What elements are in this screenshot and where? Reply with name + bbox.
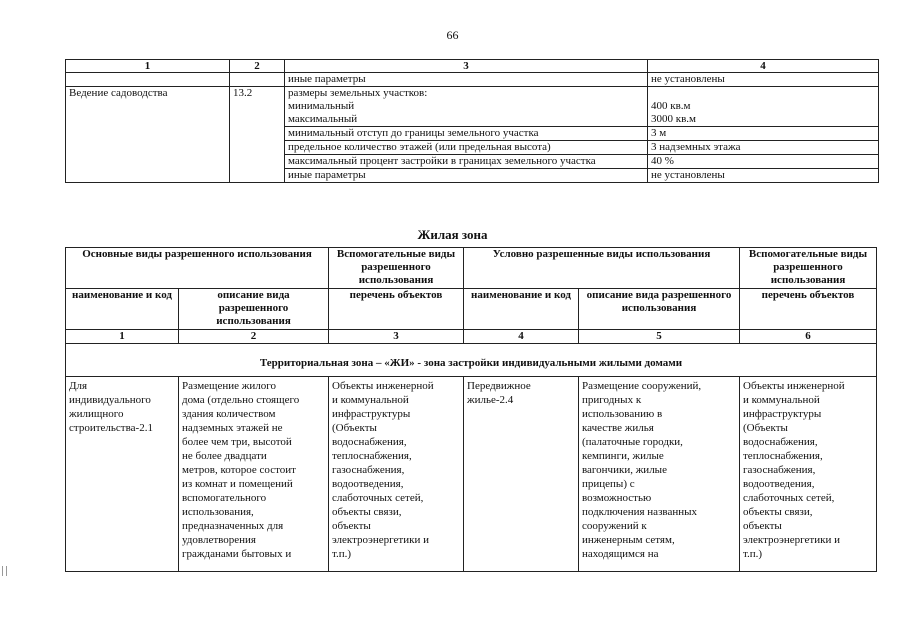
use-code-cell bbox=[230, 87, 285, 183]
table-row bbox=[66, 377, 877, 572]
parameter-label: иные параметры bbox=[285, 73, 648, 87]
coverage-value: 40 % bbox=[648, 155, 879, 169]
conditional-objects-list-cell: Объекты инженерной и коммунальной инфраструктуры (Объекты водоснабжения, теплоснабжения, газоснабжения, водоотведения, слаботочных сетей, объекты связи, объекты электроэнергетики и т.п.) bbox=[740, 377, 877, 572]
use-name-code-cell: Для индивидуального жилищного строительства-2.1 bbox=[66, 377, 179, 572]
territorial-zone-row bbox=[66, 344, 877, 377]
other-params-value: не установлены bbox=[648, 169, 879, 183]
max-size-label: максимальный bbox=[288, 113, 358, 125]
aux-uses-header-1: Вспомогательные виды разрешенного использования bbox=[329, 248, 464, 289]
column-number: 2 bbox=[230, 60, 285, 73]
objects-list-header-2: перечень объектов bbox=[740, 289, 877, 330]
page-number: 66 bbox=[446, 28, 459, 42]
other-params-label: иные параметры bbox=[285, 169, 648, 183]
conditional-uses-header: Условно разрешенные виды использования bbox=[464, 248, 740, 289]
sub-header-row bbox=[66, 289, 877, 330]
zone-title: Жилая зона bbox=[417, 227, 488, 242]
setback-label: минимальный отступ до границы земельного участка bbox=[285, 127, 648, 141]
column-number: 4 bbox=[648, 60, 879, 73]
column-number: 5 bbox=[579, 330, 740, 344]
min-size-label: минимальный bbox=[288, 100, 355, 112]
floors-label: предельное количество этажей (или предельная высота) bbox=[285, 141, 648, 155]
objects-list-cell: Объекты инженерной и коммунальной инфраструктуры (Объекты водоснабжения, теплоснабжения, газоснабжения, водоотведения, слаботочных сетей, объекты связи, объекты электроэнергетики и т.п.) bbox=[329, 377, 464, 572]
coverage-label: максимальный процент застройки в границах земельного участка bbox=[285, 155, 648, 169]
objects-list-header-1: перечень объектов bbox=[329, 289, 464, 330]
table-row bbox=[66, 87, 879, 127]
plot-sizes-cell bbox=[285, 87, 648, 127]
name-code-header-2: наименование и код bbox=[464, 289, 579, 330]
column-number-row bbox=[66, 330, 877, 344]
plot-sizes-label: размеры земельных участков: bbox=[288, 87, 428, 99]
column-number: 3 bbox=[285, 60, 648, 73]
margin-mark bbox=[2, 566, 7, 576]
residential-zone-table bbox=[65, 247, 877, 572]
column-number: 3 bbox=[329, 330, 464, 344]
column-number: 4 bbox=[464, 330, 579, 344]
column-number: 1 bbox=[66, 330, 179, 344]
use-description-cell: Размещение жилого дома (отдельно стоящего здания количеством надземных этажей не более чем три, высотой не более двадцати метров, которое состоит из комнат и помещений вспомогательного использования, предназначенных для удовлетворения гражданами бытовых и bbox=[179, 377, 329, 572]
description-header-1: описание вида разрешенного использования bbox=[179, 289, 329, 330]
aux-uses-header-2: Вспомогательные виды разрешенного использования bbox=[740, 248, 877, 289]
setback-value: 3 м bbox=[648, 127, 879, 141]
territorial-zone-title: Территориальная зона – «ЖИ» - зона застройки индивидуальными жилыми домами bbox=[66, 344, 877, 377]
gardening-parameters-table bbox=[65, 59, 879, 183]
main-uses-header: Основные виды разрешенного использования bbox=[66, 248, 329, 289]
floors-value: 3 надземных этажа bbox=[648, 141, 879, 155]
max-size-value: 3000 кв.м bbox=[651, 113, 696, 125]
empty-cell bbox=[230, 73, 285, 87]
use-code: 13.2 bbox=[233, 87, 253, 99]
conditional-use-description-cell: Размещение сооружений, пригодных к использованию в качестве жилья (палаточные городки, кемпинги, жилые вагончики, жилые прицепы) с возможностью подключения названных сооружений к инженерным сетям, находящимся на bbox=[579, 377, 740, 572]
plot-sizes-values-cell bbox=[648, 87, 879, 127]
min-size-value: 400 кв.м bbox=[651, 100, 691, 112]
table-row bbox=[66, 73, 879, 87]
conditional-use-name-code-cell: Передвижное жилье-2.4 bbox=[464, 377, 579, 572]
use-name: Ведение садоводства bbox=[69, 87, 168, 99]
name-code-header-1: наименование и код bbox=[66, 289, 179, 330]
column-number: 2 bbox=[179, 330, 329, 344]
group-header-row bbox=[66, 248, 877, 289]
use-name-cell bbox=[66, 87, 230, 183]
parameter-value: не установлены bbox=[648, 73, 879, 87]
column-number: 1 bbox=[66, 60, 230, 73]
column-number: 6 bbox=[740, 330, 877, 344]
description-header-2: описание вида разрешенного использования bbox=[579, 289, 740, 330]
empty-cell bbox=[66, 73, 230, 87]
table-header-row bbox=[66, 60, 879, 73]
